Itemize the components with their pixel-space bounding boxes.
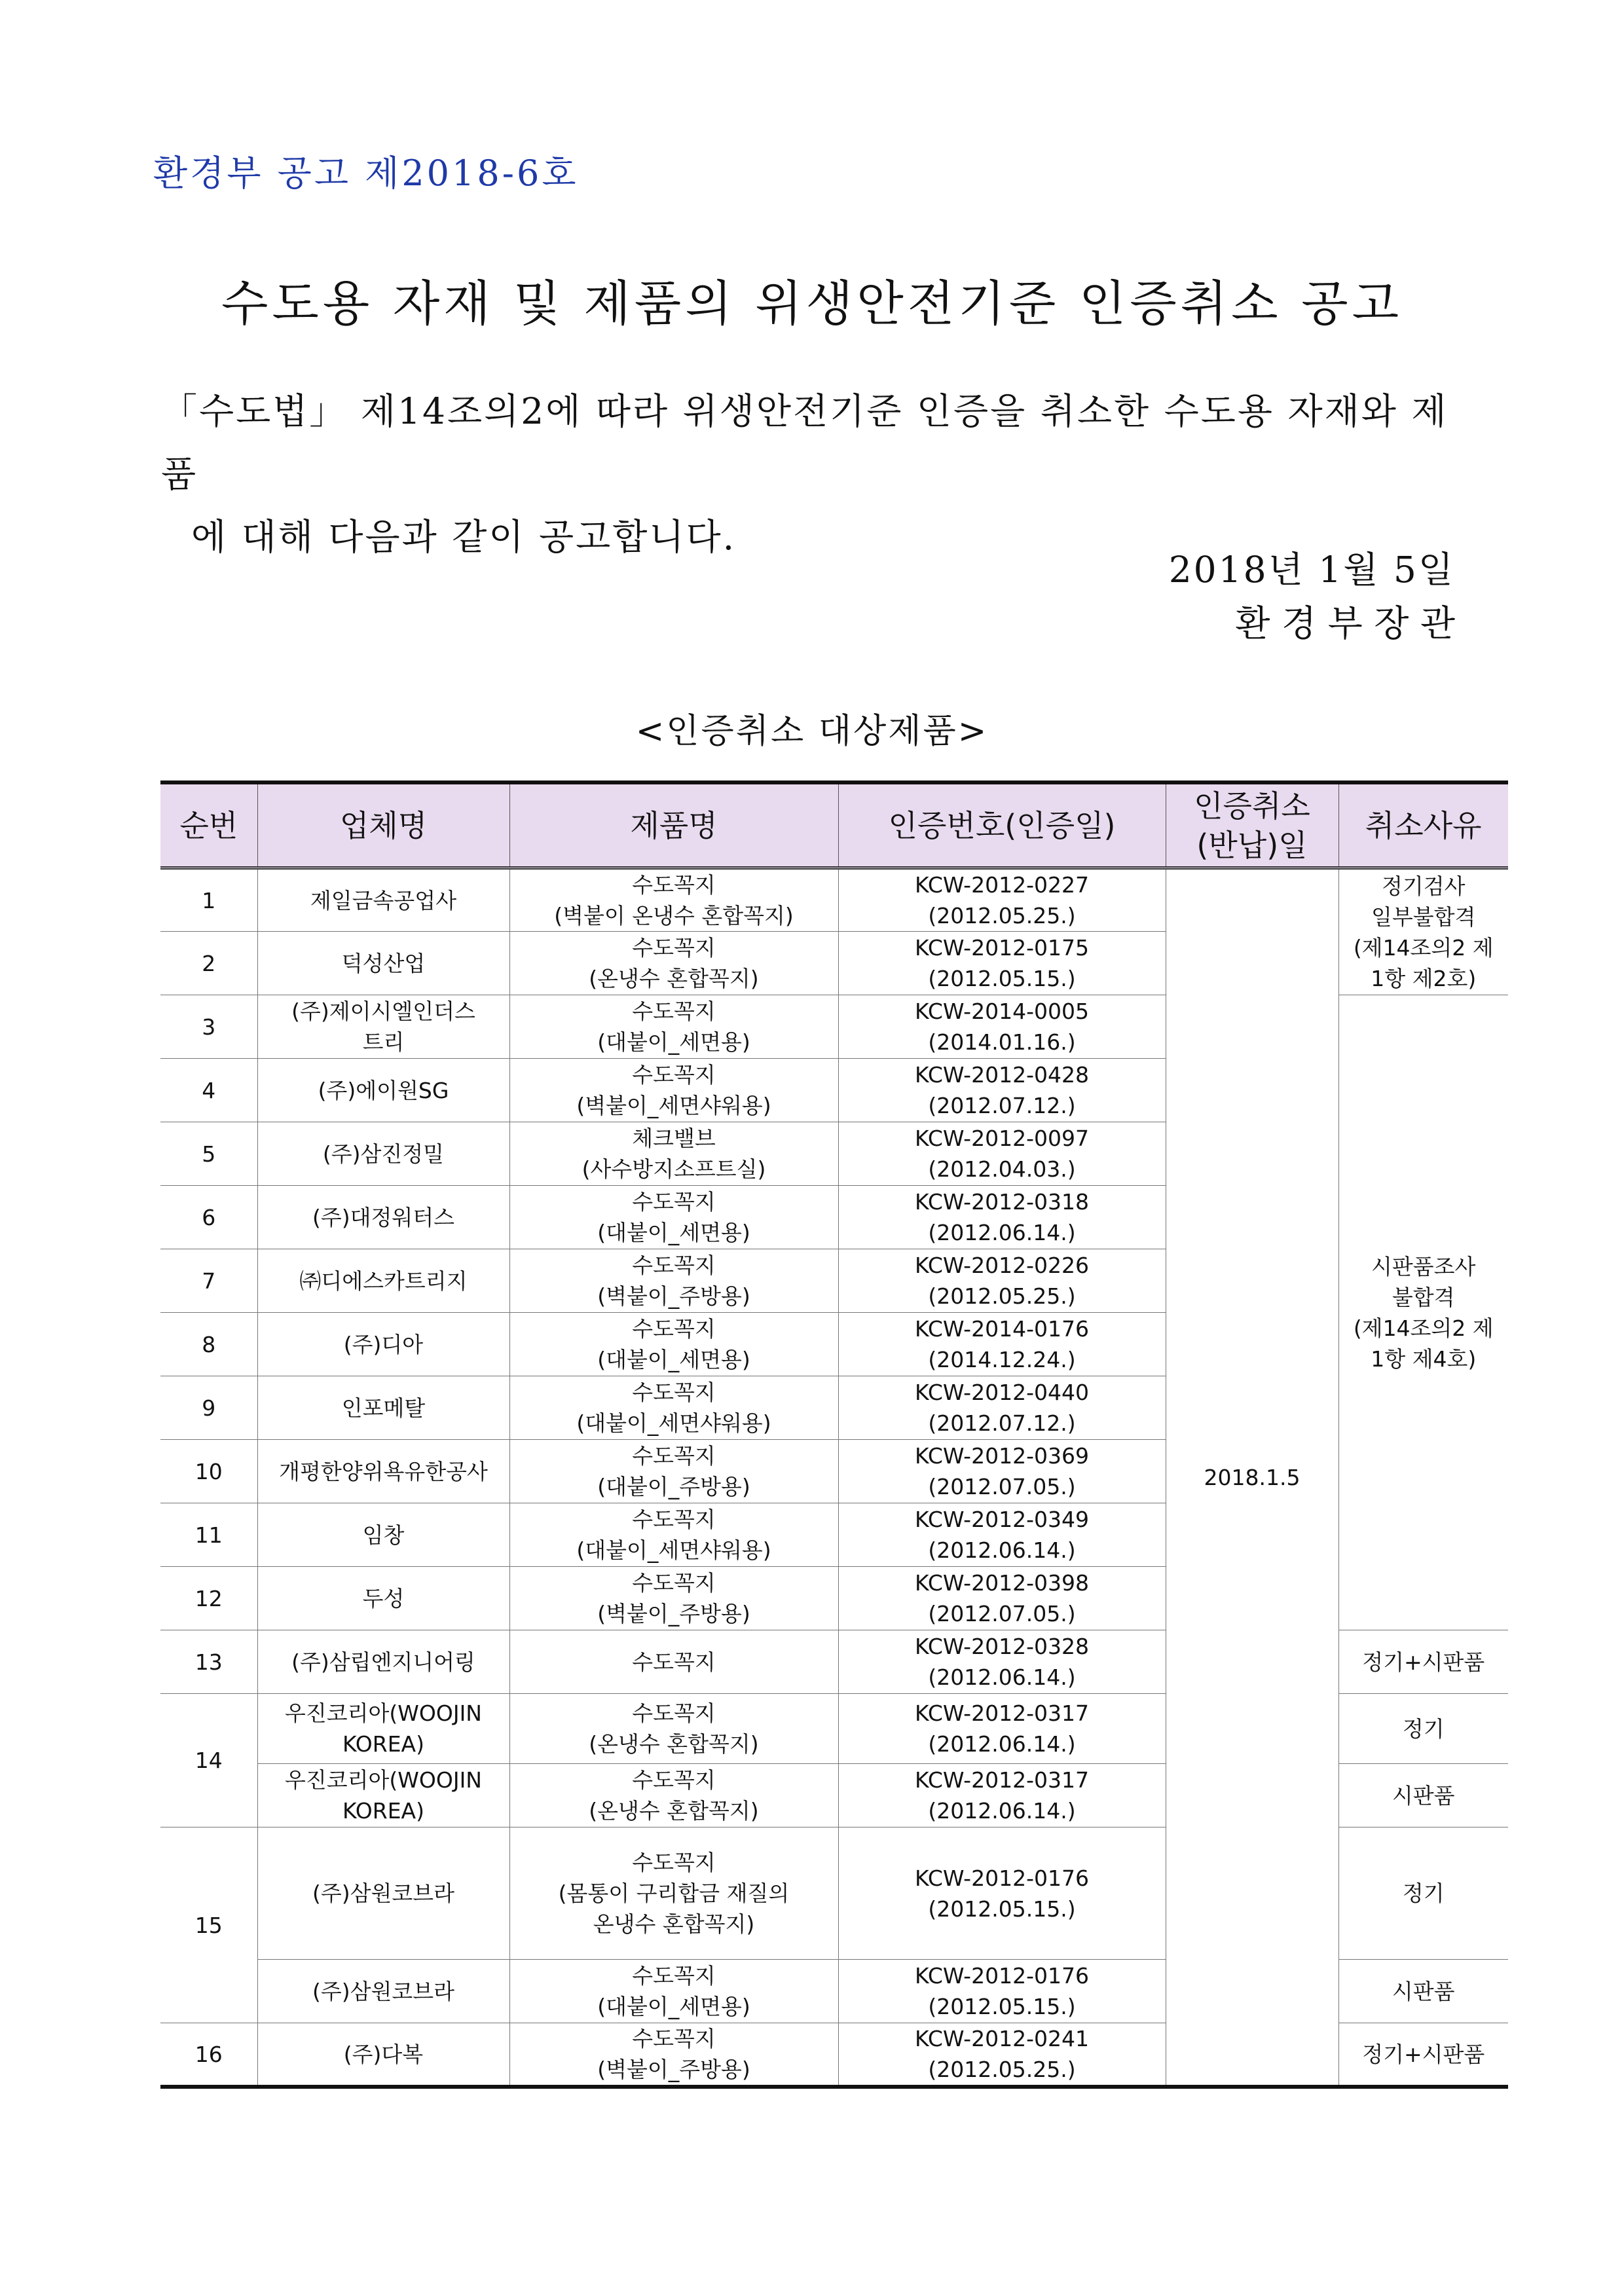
row-cert: KCW-2012-0317 (2012.06.14.) (838, 1694, 1166, 1764)
row-product: 수도꼭지 (벽붙이_주방용) (509, 2023, 838, 2087)
row-cert: KCW-2012-0097 (2012.04.03.) (838, 1122, 1166, 1186)
row-cert: KCW-2014-0005 (2014.01.16.) (838, 995, 1166, 1059)
row-reason: 정기 (1338, 1694, 1508, 1764)
cancel-date-cell: 2018.1.5 (1166, 868, 1338, 2087)
row-no: 7 (160, 1249, 257, 1313)
row-cert: KCW-2012-0176 (2012.05.15.) (838, 1960, 1166, 2023)
row-company: 덕성산업 (257, 932, 509, 995)
row-product: 수도꼭지 (대붙이_세면용) (509, 995, 838, 1059)
row-company: (주)제이시엘인더스 트리 (257, 995, 509, 1059)
header-company: 업체명 (257, 782, 509, 868)
notice-date: 2018년 1월 5일 (1168, 549, 1455, 591)
row-product: 수도꼭지 (대붙이_세면샤워용) (509, 1503, 838, 1567)
row-no: 8 (160, 1313, 257, 1376)
intro-line-1: 「수도법」 제14조의2에 따라 위생안전기준 인증을 취소한 수도용 자재와 제품 (161, 390, 1449, 495)
row-company: 인포메탈 (257, 1376, 509, 1440)
row-no: 5 (160, 1122, 257, 1186)
row-company: 개평한양위욕유한공사 (257, 1440, 509, 1503)
row-cert: KCW-2012-0175 (2012.05.15.) (838, 932, 1166, 995)
row-product: 수도꼭지 (대붙이_세면샤워용) (509, 1376, 838, 1440)
row-cert: KCW-2012-0440 (2012.07.12.) (838, 1376, 1166, 1440)
row-company: (주)디아 (257, 1313, 509, 1376)
row-reason: 시판품 (1338, 1960, 1508, 2023)
row-no: 10 (160, 1440, 257, 1503)
row-no: 15 (160, 1827, 257, 2023)
row-cert: KCW-2012-0241 (2012.05.25.) (838, 2023, 1166, 2087)
row-company: (주)에이원SG (257, 1059, 509, 1122)
header-cancel-date: 인증취소 (반납)일 (1166, 782, 1338, 868)
row-product: 수도꼭지 (온냉수 혼합꼭지) (509, 1694, 838, 1764)
row-company: (주)삼원코브라 (257, 1960, 509, 2023)
row-company: (주)삼립엔지니어링 (257, 1630, 509, 1694)
intro-line-2: 에 대해 다음과 같이 공고합니다. (191, 516, 737, 558)
row-product: 수도꼭지 (대붙이_주방용) (509, 1440, 838, 1503)
reason-market-cell: 시판품조사 불합격 (제14조의2 제 1항 제4호) (1338, 995, 1508, 1630)
row-product: 수도꼭지 (온냉수 혼합꼭지) (509, 932, 838, 995)
row-product: 수도꼭지 (벽붙이 온냉수 혼합꼭지) (509, 868, 838, 932)
row-reason: 정기+시판품 (1338, 1630, 1508, 1694)
row-cert: KCW-2014-0176 (2014.12.24.) (838, 1313, 1166, 1376)
row-cert: KCW-2012-0349 (2012.06.14.) (838, 1503, 1166, 1567)
row-no: 16 (160, 2023, 257, 2087)
header-no: 순번 (160, 782, 257, 868)
row-product: 수도꼭지 (벽붙이_주방용) (509, 1249, 838, 1313)
row-company: (주)삼진정밀 (257, 1122, 509, 1186)
row-company: (주)대정워터스 (257, 1186, 509, 1249)
row-cert: KCW-2012-0226 (2012.05.25.) (838, 1249, 1166, 1313)
row-product: 체크밸브 (사수방지소프트실) (509, 1122, 838, 1186)
row-no: 6 (160, 1186, 257, 1249)
row-no: 13 (160, 1630, 257, 1694)
row-cert: KCW-2012-0318 (2012.06.14.) (838, 1186, 1166, 1249)
row-product: 수도꼭지 (몸통이 구리합금 재질의 온냉수 혼합꼭지) (509, 1827, 838, 1960)
row-company: ㈜디에스카트리지 (257, 1249, 509, 1313)
table-header-row (160, 782, 1508, 868)
row-no: 11 (160, 1503, 257, 1567)
row-product: 수도꼭지 (벽붙이_세면샤워용) (509, 1059, 838, 1122)
row-reason: 시판품 (1338, 1764, 1508, 1827)
row-company: 임창 (257, 1503, 509, 1567)
header-cert: 인증번호(인증일) (838, 782, 1166, 868)
row-cert: KCW-2012-0398 (2012.07.05.) (838, 1567, 1166, 1630)
row-product: 수도꼭지 (온냉수 혼합꼭지) (509, 1764, 838, 1827)
row-no: 9 (160, 1376, 257, 1440)
row-no: 4 (160, 1059, 257, 1122)
document-title: 수도용 자재 및 제품의 위생안전기준 인증취소 공고 (221, 276, 1403, 332)
reason-regular-cell: 정기검사 일부불합격 (제14조의2 제 1항 제2호) (1338, 868, 1508, 995)
row-no: 12 (160, 1567, 257, 1630)
row-cert: KCW-2012-0369 (2012.07.05.) (838, 1440, 1166, 1503)
row-company: 제일금속공업사 (257, 868, 509, 932)
row-product: 수도꼭지 (대붙이_세면용) (509, 1186, 838, 1249)
row-product: 수도꼭지 (509, 1630, 838, 1694)
row-company: (주)삼원코브라 (257, 1827, 509, 1960)
notice-number: 환경부 공고 제2018-6호 (153, 153, 579, 194)
row-company: 우진코리아(WOOJIN KOREA) (257, 1694, 509, 1764)
row-company: (주)다복 (257, 2023, 509, 2087)
row-no: 2 (160, 932, 257, 995)
row-cert: KCW-2012-0317 (2012.06.14.) (838, 1764, 1166, 1827)
header-product: 제품명 (509, 782, 838, 868)
row-no: 1 (160, 868, 257, 932)
row-reason: 정기+시판품 (1338, 2023, 1508, 2087)
row-reason: 정기 (1338, 1827, 1508, 1960)
cancellation-table (160, 780, 1508, 2089)
row-no: 3 (160, 995, 257, 1059)
row-product: 수도꼭지 (대붙이_세면용) (509, 1313, 838, 1376)
row-cert: KCW-2012-0176 (2012.05.15.) (838, 1827, 1166, 1960)
row-product: 수도꼭지 (벽붙이_주방용) (509, 1567, 838, 1630)
header-reason: 취소사유 (1338, 782, 1508, 868)
row-cert: KCW-2012-0227 (2012.05.25.) (838, 868, 1166, 932)
row-company: 우진코리아(WOOJIN KOREA) (257, 1764, 509, 1827)
table-row (160, 868, 1508, 932)
row-company: 두성 (257, 1567, 509, 1630)
row-cert: KCW-2012-0328 (2012.06.14.) (838, 1630, 1166, 1694)
row-no: 14 (160, 1694, 257, 1827)
row-cert: KCW-2012-0428 (2012.07.12.) (838, 1059, 1166, 1122)
row-product: 수도꼭지 (대붙이_세면용) (509, 1960, 838, 2023)
table-title: <인증취소 대상제품> (635, 712, 989, 751)
issuer: 환 경 부 장 관 (1235, 602, 1455, 644)
intro-paragraph (161, 380, 1471, 568)
